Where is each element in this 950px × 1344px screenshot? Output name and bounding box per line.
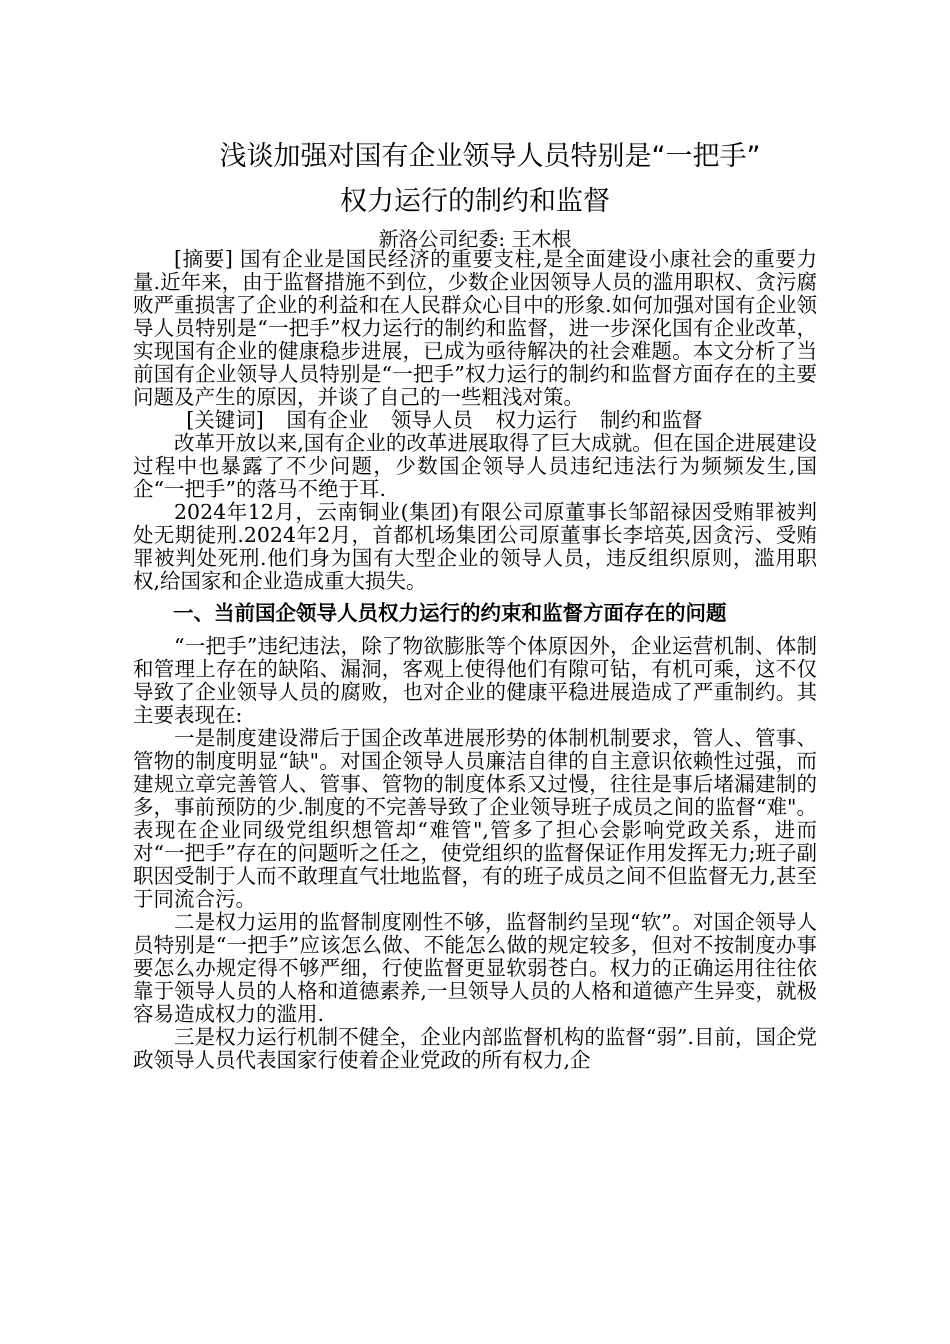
keyword-item: 国有企业 xyxy=(286,408,369,432)
body-paragraph: 一是制度建设滞后于国企改革进展形势的体制机制要求，管人、管事、管物的制度明显“缺"。对国企领导人员廉洁自律的自主意识依赖性过强，而建规立章完善管人、管事、管物的制度体系又过慢，往往是事后堵漏建制的多，事前预防的少.制度的不完善导致了企业领导班子成员之间的监督“难"。表现在企业同级党组织想管却“难管",管多了担心会影响党政关系，进而对“一把手”存在的问题听之任之，使党组织的监督保证作用发挥无力;班子副职因受制于人而不敢理直气壮地监督，有的班子成员之间不但监督无力,甚至于同流合污。 xyxy=(133,726,817,911)
keyword-item: 制约和监督 xyxy=(599,408,703,432)
body-paragraph: 改革开放以来,国有企业的改革进展取得了巨大成就。但在国企进展建设过程中也暴露了不少问题，少数国企领导人员违纪违法行为频频发生,国企“一把手”的落马不绝于耳. xyxy=(133,431,817,501)
document-title-line-1: 浅谈加强对国有企业领导人员特别是“一把手” xyxy=(219,141,761,172)
keywords-line xyxy=(133,409,817,432)
keywords-label: [关键词] xyxy=(186,408,264,432)
section-heading: 一、当前国企领导人员权力运行的约束和监督方面存在的问题 xyxy=(173,601,727,625)
document-title-line-2: 权力运行的制约和监督 xyxy=(340,186,610,217)
keyword-item: 权力运行 xyxy=(495,408,578,432)
abstract-paragraph: [摘要] 国有企业是国民经济的重要支柱,是全面建设小康社会的重要力量.近年来，由于监督措施不到位，少数企业因领导人员的滥用职权、贪污腐败严重损害了企业的利益和在人民群众心目中的形象.如何加强对国有企业领导人员特别是“一把手”权力运行的制约和监督，进一步深化国有企业改革，实现国有企业的健康稳步进展，已成为亟待解决的社会难题。本文分析了当前国有企业领导人员特别是“一把手”权力运行的制约和监督方面存在的主要问题及产生的原因，并谈了自己的一些粗浅对策。 xyxy=(133,247,817,409)
document-body xyxy=(133,248,817,1072)
body-paragraph: “一把手”违纪违法，除了物欲膨胀等个体原因外，企业运营机制、体制和管理上存在的缺陷、漏洞，客观上使得他们有隙可钻，有机可乘，这不仅导致了企业领导人员的腐败，也对企业的健康平稳进展造成了严重制约。其主要表现在: xyxy=(133,634,817,727)
author-line: 新洛公司纪委: 王木根 xyxy=(378,227,572,251)
body-paragraph: 2024年12月，云南铜业(集团)有限公司原董事长邹韶禄因受贿罪被判处无期徒刑.2024年2月，首都机场集团公司原董事长李培英,因贪污、受贿罪被判处死刑.他们身为国有大型企业的领导人员，违反组织原则，滥用职权,给国家和企业造成重大损失。 xyxy=(133,500,817,593)
body-paragraph: 三是权力运行机制不健全，企业内部监督机构的监督“弱”.目前，国企党政领导人员代表国家行使着企业党政的所有权力,企 xyxy=(133,1025,817,1072)
body-paragraph: 二是权力运用的监督制度刚性不够，监督制约呈现“软”。对国企领导人员特别是“一把手”应该怎么做、不能怎么做的规定较多，但对不按制度办事要怎么办规定得不够严细，行使监督更显软弱苍白。权力的正确运用往往依靠于领导人员的人格和道德素养,一旦领导人员的人格和道德产生异变，就极容易造成权力的滥用. xyxy=(133,910,817,1026)
keyword-item: 领导人员 xyxy=(390,408,473,432)
